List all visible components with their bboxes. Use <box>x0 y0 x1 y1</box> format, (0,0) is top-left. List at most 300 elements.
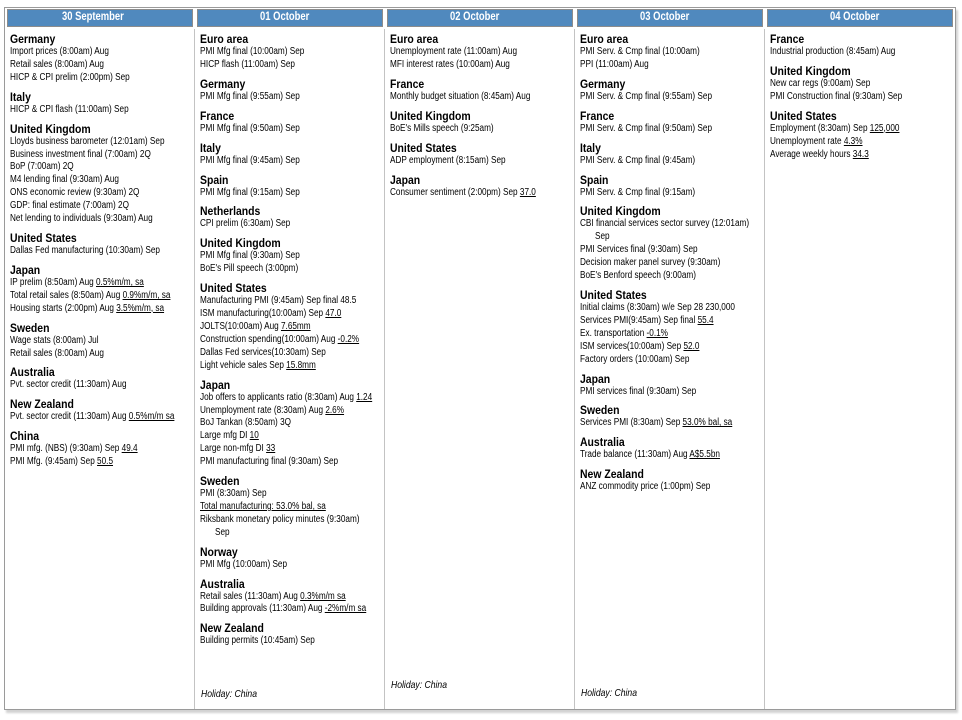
country-label: Japan <box>580 371 611 386</box>
country-group <box>200 621 382 648</box>
event-line <box>200 430 382 443</box>
event-description: Unemployment rate (8:30am) Aug <box>200 404 326 416</box>
event-line <box>10 290 192 303</box>
column-body <box>575 29 765 709</box>
event-text <box>10 277 144 290</box>
country-group <box>770 32 953 59</box>
country-label: United Kingdom <box>580 204 661 219</box>
event-value: 7.65mm <box>280 320 311 332</box>
event-text <box>10 213 153 226</box>
event-value: 0.5%m/m, sa <box>95 276 144 288</box>
event-description: HICP flash (11:00am) Sep <box>200 58 295 70</box>
event-text <box>580 123 712 136</box>
date-header <box>7 9 193 27</box>
date-label: 03 October <box>639 11 690 23</box>
country-group <box>200 474 382 540</box>
event-line <box>200 187 382 200</box>
event-text <box>200 123 300 136</box>
country-label: Sweden <box>200 474 240 489</box>
country-heading <box>10 429 192 443</box>
event-description: Total retail sales (8:50am) Aug <box>10 289 123 301</box>
event-text <box>580 315 714 328</box>
event-description: Decision maker panel survey (9:30am) <box>580 257 721 269</box>
event-description: BoP (7:00am) 2Q <box>10 161 74 173</box>
event-text <box>200 263 298 276</box>
event-description: Services PMI(9:45am) Sep final <box>580 314 698 326</box>
event-line <box>200 321 382 334</box>
country-group <box>580 435 762 462</box>
event-value: 47.0 <box>325 308 342 320</box>
event-description: Riksbank monetary policy minutes (9:30am) <box>200 513 360 525</box>
event-text <box>10 149 151 162</box>
country-group <box>390 141 572 168</box>
event-value: 33 <box>266 443 276 455</box>
country-heading <box>580 32 762 46</box>
event-description: PMI Mfg final (9:15am) Sep <box>200 186 300 198</box>
event-line <box>580 218 762 231</box>
country-heading <box>10 263 192 277</box>
event-text <box>390 187 536 200</box>
holiday-text: Holiday: China <box>391 679 448 691</box>
event-description: Unemployment rate (11:00am) Aug <box>390 46 518 57</box>
event-text <box>580 481 710 494</box>
event-text <box>200 392 372 405</box>
event-description: PMI Services final (9:30am) Sep <box>580 244 698 256</box>
event-line <box>200 456 382 469</box>
event-text <box>200 514 360 527</box>
event-line <box>390 123 572 136</box>
event-text <box>200 360 316 373</box>
event-line <box>200 91 382 104</box>
event-line <box>200 488 382 501</box>
event-value: 125,000 <box>869 122 900 134</box>
event-description: ONS economic review (9:30am) 2Q <box>10 187 140 199</box>
holiday-text: Holiday: China <box>581 687 638 699</box>
event-description: Consumer sentiment (2:00pm) Sep <box>390 186 520 198</box>
event-text <box>200 321 311 334</box>
event-value: -0.1% <box>646 327 668 339</box>
event-text <box>200 405 344 418</box>
event-text <box>200 295 356 308</box>
event-text <box>200 46 304 59</box>
event-description: Retail sales (8:00am) Aug <box>10 347 104 359</box>
event-line <box>200 501 382 514</box>
event-text <box>770 123 899 136</box>
event-description: PMI Mfg final (9:45am) Sep <box>200 154 300 166</box>
event-text <box>200 488 267 501</box>
country-heading <box>580 173 762 187</box>
event-description: MFI interest rates (10:00am) Aug <box>390 58 510 70</box>
event-text <box>200 559 287 572</box>
event-line <box>200 334 382 347</box>
country-heading <box>580 467 762 481</box>
event-description: PMI Serv. & Cmp final (10:00am) <box>580 46 700 57</box>
country-label: France <box>390 76 425 91</box>
country-group <box>10 122 192 226</box>
event-description: Services PMI (8:30am) Sep <box>580 417 683 429</box>
country-group <box>580 77 762 104</box>
event-text <box>10 245 160 258</box>
event-text <box>10 456 113 469</box>
event-description: Industrial production (8:45am) Aug <box>770 46 896 57</box>
country-label: Italy <box>10 89 31 104</box>
event-text <box>770 149 869 162</box>
event-line <box>580 417 762 430</box>
event-description: CPI prelim (6:30am) Sep <box>200 218 291 230</box>
event-line <box>580 46 762 59</box>
country-heading <box>200 173 382 187</box>
event-description: Large mfg DI <box>200 430 250 442</box>
event-line <box>200 360 382 373</box>
event-text <box>200 308 341 321</box>
event-text <box>580 155 695 168</box>
country-group <box>200 141 382 168</box>
country-heading <box>390 141 572 155</box>
country-label: Euro area <box>200 32 249 46</box>
event-line <box>580 244 762 257</box>
event-description: ISM manufacturing(10:00am) Sep <box>200 308 326 320</box>
country-label: France <box>580 108 615 123</box>
country-label: Italy <box>580 140 601 155</box>
event-line <box>770 91 953 104</box>
country-group <box>200 32 382 72</box>
country-label: Norway <box>200 544 238 559</box>
event-description: HICP & CPI flash (11:00am) Sep <box>10 103 129 115</box>
event-line <box>200 635 382 648</box>
event-text <box>580 59 649 72</box>
event-value: 34.3 <box>852 148 869 160</box>
event-text <box>770 91 902 104</box>
holiday-note <box>391 679 459 691</box>
event-line <box>770 78 953 91</box>
event-description: BoE's Mills speech (9:25am) <box>390 122 494 134</box>
event-text <box>390 46 517 59</box>
country-label: United Kingdom <box>770 63 851 78</box>
country-label: United States <box>10 230 77 245</box>
event-line <box>200 603 382 616</box>
country-group <box>10 263 192 316</box>
event-text <box>10 443 138 456</box>
day-column <box>195 8 385 709</box>
event-line <box>770 136 953 149</box>
column-body <box>195 29 385 709</box>
country-heading <box>200 545 382 559</box>
event-line <box>10 456 192 469</box>
country-group <box>10 397 192 424</box>
event-line <box>580 449 762 462</box>
event-text <box>580 257 720 270</box>
event-text <box>10 335 99 348</box>
event-description: Employment (8:30am) Sep <box>770 122 870 134</box>
country-label: China <box>10 429 40 444</box>
event-description: ANZ commodity price (1:00pm) Sep <box>580 481 711 493</box>
date-label: 04 October <box>829 11 880 23</box>
date-header <box>577 9 763 27</box>
event-description: CBI financial services sector survey (12:01am) <box>580 218 750 230</box>
event-line <box>580 354 762 367</box>
event-description: PMI Mfg final (9:30am) Sep <box>200 250 300 262</box>
country-group <box>770 109 953 162</box>
event-description: PMI mfg. (NBS) (9:30am) Sep <box>10 443 122 455</box>
event-description: Pvt. sector credit (11:30am) Aug <box>10 411 129 423</box>
country-group <box>10 231 192 258</box>
event-value: 1.24 <box>356 391 373 403</box>
event-line <box>10 348 192 361</box>
event-line <box>580 328 762 341</box>
country-group <box>10 429 192 469</box>
event-line <box>580 187 762 200</box>
country-label: United Kingdom <box>390 108 471 123</box>
event-description: IP prelim (8:50am) Aug <box>10 276 96 288</box>
country-group <box>580 403 762 430</box>
date-label: 02 October <box>449 11 500 23</box>
event-description: PMI Serv. & Cmp final (9:15am) <box>580 186 696 198</box>
date-label: 30 September <box>62 11 125 23</box>
event-line <box>10 174 192 187</box>
country-label: Germany <box>10 32 56 46</box>
event-description: GDP: final estimate (7:00am) 2Q <box>10 200 129 212</box>
date-header <box>767 9 953 27</box>
event-line <box>580 155 762 168</box>
event-text <box>200 155 300 168</box>
country-group <box>390 32 572 72</box>
country-group <box>580 141 762 168</box>
event-text <box>580 91 712 104</box>
event-line <box>580 270 762 283</box>
country-heading <box>770 32 953 46</box>
event-description: Retail sales (8:00am) Aug <box>10 58 104 70</box>
country-label: Sweden <box>10 320 50 335</box>
event-line <box>10 443 192 456</box>
event-value: 49.4 <box>121 443 138 455</box>
country-label: New Zealand <box>10 397 74 412</box>
country-label: Sweden <box>580 403 620 418</box>
event-value: 0.3%m/m sa <box>300 590 346 602</box>
country-label: Euro area <box>580 32 629 46</box>
event-line <box>580 481 762 494</box>
event-line <box>580 257 762 270</box>
country-label: United States <box>200 281 267 296</box>
event-line <box>10 411 192 424</box>
event-line <box>200 295 382 308</box>
country-heading <box>200 474 382 488</box>
economic-calendar <box>4 7 956 710</box>
event-line <box>10 149 192 162</box>
event-text <box>10 411 174 424</box>
event-line <box>10 213 192 226</box>
event-text <box>580 341 699 354</box>
event-line <box>390 59 572 72</box>
country-heading <box>10 32 192 46</box>
country-label: Germany <box>580 76 626 91</box>
event-description: PMI Serv. & Cmp final (9:55am) Sep <box>580 90 713 102</box>
country-heading <box>580 403 762 417</box>
event-text <box>10 136 165 149</box>
holiday-text: Holiday: China <box>201 688 258 700</box>
event-line <box>580 315 762 328</box>
event-line <box>200 591 382 604</box>
event-description: Trade balance (11:30am) Aug <box>580 449 690 461</box>
country-group <box>200 109 382 136</box>
event-description: Import prices (8:00am) Aug <box>10 46 109 57</box>
event-description: PMI manufacturing final (9:30am) Sep <box>200 456 339 468</box>
event-value: 3.5%m/m, sa <box>116 302 165 314</box>
day-column <box>5 8 195 709</box>
country-heading <box>10 365 192 379</box>
event-description: Sep <box>215 526 230 538</box>
event-line <box>200 405 382 418</box>
event-text <box>10 46 109 59</box>
event-description: Lloyds business barometer (12:01am) Sep <box>10 135 165 147</box>
event-line <box>10 379 192 392</box>
country-heading <box>200 281 382 295</box>
event-description: Housing starts (2:00pm) Aug <box>10 302 117 314</box>
country-group <box>580 32 762 72</box>
event-description: Dallas Fed manufacturing (10:30am) Sep <box>10 244 160 256</box>
holiday-note <box>581 687 649 699</box>
country-label: Australia <box>200 576 245 591</box>
event-text <box>200 456 338 469</box>
event-text <box>390 123 494 136</box>
country-heading <box>770 109 953 123</box>
event-value: 50.5 <box>97 456 114 468</box>
event-line <box>770 123 953 136</box>
event-description: ADP employment (8:15am) Sep <box>390 154 506 166</box>
event-line <box>200 123 382 136</box>
event-text <box>10 187 139 200</box>
country-heading <box>580 435 762 449</box>
event-description: Unemployment rate <box>770 135 844 147</box>
country-heading <box>10 321 192 335</box>
event-line <box>580 231 762 244</box>
column-body <box>5 29 195 709</box>
event-description: New car regs (9:00am) Sep <box>770 77 871 89</box>
event-description: JOLTS(10:00am) Aug <box>200 320 281 332</box>
day-column <box>575 8 765 709</box>
event-text <box>200 501 326 514</box>
country-group <box>580 173 762 200</box>
event-text <box>200 347 326 360</box>
event-text <box>10 348 104 361</box>
event-text <box>770 78 870 91</box>
event-line <box>10 335 192 348</box>
event-description: Business investment final (7:00am) 2Q <box>10 148 151 160</box>
event-description: PMI services final (9:30am) Sep <box>580 385 697 397</box>
day-column <box>765 8 955 709</box>
country-group <box>200 545 382 572</box>
event-line <box>10 59 192 72</box>
event-description: PMI Construction final (9:30am) Sep <box>770 90 903 102</box>
event-description: PPI (11:00am) Aug <box>580 58 649 70</box>
country-group <box>10 321 192 361</box>
country-heading <box>770 64 953 78</box>
event-text <box>10 59 104 72</box>
country-heading <box>390 109 572 123</box>
country-group <box>390 173 572 200</box>
event-text <box>200 635 315 648</box>
event-value: 15.8mm <box>286 359 316 371</box>
event-value: 52.0 <box>683 340 700 352</box>
event-line <box>200 155 382 168</box>
event-line <box>390 155 572 168</box>
event-line <box>200 347 382 360</box>
event-description: Average weekly hours <box>770 148 853 160</box>
event-line <box>10 161 192 174</box>
country-group <box>390 77 572 104</box>
event-line <box>200 443 382 456</box>
country-label: Netherlands <box>200 204 261 219</box>
event-description: Building permits (10:45am) Sep <box>200 635 315 647</box>
country-heading <box>10 231 192 245</box>
event-value: 2.6% <box>325 404 345 416</box>
country-label: Australia <box>580 435 625 450</box>
country-label: United Kingdom <box>10 121 91 136</box>
country-group <box>10 90 192 117</box>
country-label: Italy <box>200 140 221 155</box>
date-header <box>197 9 383 27</box>
event-value: 53.0% bal, sa <box>682 417 733 429</box>
country-label: New Zealand <box>200 621 264 636</box>
event-description: HICP & CPI prelim (2:00pm) Sep <box>10 71 130 83</box>
country-heading <box>200 577 382 591</box>
country-group <box>580 288 762 367</box>
country-label: France <box>770 32 805 46</box>
event-description: Pvt. sector credit (11:30am) Aug <box>10 379 127 391</box>
event-description: PMI Mfg final (9:50am) Sep <box>200 122 300 134</box>
event-text <box>10 290 170 303</box>
country-label: France <box>200 108 235 123</box>
country-heading <box>10 122 192 136</box>
country-group <box>580 467 762 494</box>
country-group <box>200 281 382 372</box>
event-line <box>770 149 953 162</box>
event-text <box>580 386 696 399</box>
event-description: PMI Serv. & Cmp final (9:50am) Sep <box>580 122 713 134</box>
column-body <box>765 29 955 709</box>
event-description: Sep <box>595 231 610 243</box>
event-line <box>10 104 192 117</box>
event-text <box>200 218 290 231</box>
event-text <box>10 200 129 213</box>
event-description: Wage stats (8:00am) Jul <box>10 334 99 346</box>
event-text <box>200 591 346 604</box>
event-text <box>595 231 610 244</box>
country-heading <box>580 204 762 218</box>
event-text <box>200 430 259 443</box>
country-group <box>10 32 192 85</box>
country-heading <box>580 288 762 302</box>
event-line <box>390 46 572 59</box>
country-heading <box>200 77 382 91</box>
country-label: Japan <box>390 172 421 187</box>
country-label: Spain <box>200 172 229 187</box>
country-group <box>200 173 382 200</box>
country-heading <box>10 90 192 104</box>
event-text <box>770 46 895 59</box>
country-label: United States <box>390 140 457 155</box>
date-label: 01 October <box>259 11 310 23</box>
event-text <box>200 417 291 430</box>
event-text <box>580 302 735 315</box>
day-column <box>385 8 575 709</box>
country-heading <box>390 32 572 46</box>
event-line <box>200 527 382 540</box>
event-value: 55.4 <box>697 314 714 326</box>
event-value: 10 <box>249 430 259 442</box>
event-line <box>200 514 382 527</box>
country-label: United States <box>580 287 647 302</box>
country-heading <box>580 372 762 386</box>
